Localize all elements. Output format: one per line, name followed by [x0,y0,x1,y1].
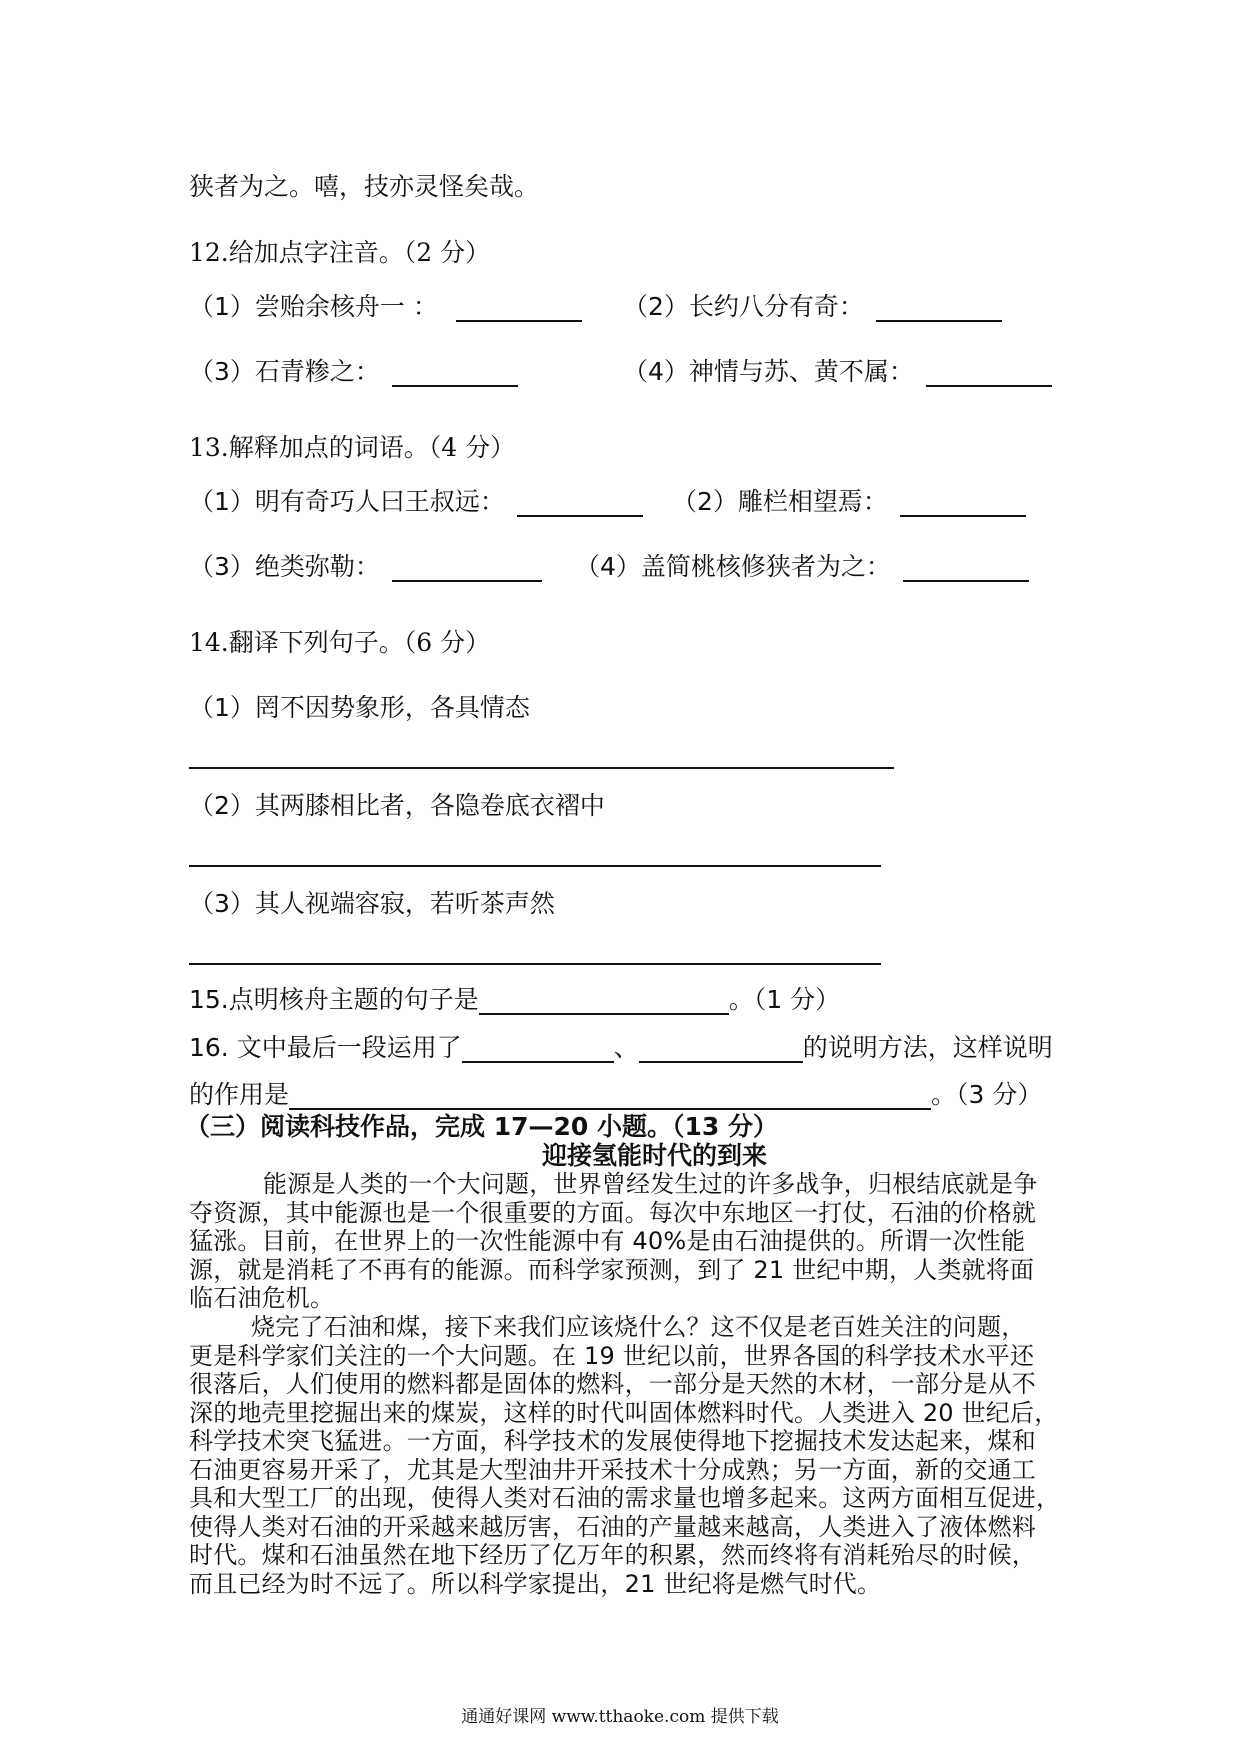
q12-item-2-blank[interactable] [876,296,1002,322]
q13-item-1-blank[interactable] [517,491,643,517]
q12-item-2-num: （2） [623,292,689,321]
q13-item-1 [189,487,643,517]
q14-item-2-num: （2） [189,791,255,820]
q13-item-4-blank[interactable] [903,556,1029,582]
q16-points: 。（3 分） [931,1080,1043,1109]
q15 [189,985,840,1015]
article-p2-line: 使得人类对石油的开采越来越厉害，石油的产量越来越高，人类进入了液体燃料 [189,1512,1036,1541]
q15-prompt: 15.点明核舟主题的句子是 [189,985,479,1014]
q12-item-3-text: 石青糁之： [254,357,380,386]
q14-item-2-text: 其两膝相比者，各隐卷底衣褶中 [254,791,605,820]
q12-item-1-text: （1）尝贻余核舟一 ： [189,292,438,321]
q13-item-1-text: 明有奇巧人曰王叔远： [254,487,505,516]
article-p2-line: 时代。煤和石油虽然在地下经历了亿万年的积累，然而终将有消耗殆尽的时候， [189,1541,1036,1569]
q12-item-4-text: 神情与苏、黄不属： [688,357,914,386]
q13-item-2-blank[interactable] [900,491,1026,517]
q14-answer-line-3[interactable] [189,963,881,965]
q15-blank[interactable] [479,989,729,1015]
q12-item-3-num: （3） [189,357,255,386]
q12-item-3-blank[interactable] [392,361,518,387]
q14-item-3-num: （3） [189,889,255,918]
q13-item-4-num: （4） [575,552,641,581]
q16-blank-1[interactable] [462,1037,614,1063]
q14-item-3 [189,889,555,919]
q13-item-3 [189,552,542,582]
article-p1-line: 猛涨。目前，在世界上的一次性能源中有 40%是由石油提供的。所谓一次性能 [189,1227,1026,1255]
q14-item-1 [189,693,530,723]
article-paragraph-2 [189,1313,1061,1598]
article-p1-line: 能源是人类的一个大问题，世界曾经发生过的许多战争，归根结底就是争 [263,1170,1038,1198]
q12-item-3 [189,357,518,387]
article-p2-line: 具和大型工厂的出现，使得人类对石油的需求量也增多起来。这两方面相互促进， [189,1484,1061,1512]
q13-item-2-text: 雕栏相望焉： [737,487,888,516]
section3-heading: （三）阅读科技作品，完成 17—20 小题。（13 分） [185,1112,778,1141]
q13-item-3-blank[interactable] [392,556,542,582]
q12-item-2 [623,292,1002,322]
continuation-line: 狭者为之。嘻，技亦灵怪矣哉。 [189,172,540,201]
q12-item-1-blank[interactable] [456,296,582,322]
q16-separator: 、 [613,1033,639,1062]
q12-item-4-num: （4） [623,357,689,386]
article-p2-line: 石油更容易开采了，尤其是大型油井开采技术十分成熟；另一方面，新的交通工 [189,1455,1036,1484]
q13-item-4 [575,552,1029,582]
q16-prompt: 16. 文中最后一段运用了 [189,1033,462,1062]
q16-blank-2[interactable] [639,1037,803,1063]
q14-heading: 14.翻译下列句子。（6 分） [189,628,491,657]
article-p1-line: 夺资源，其中能源也是一个很重要的方面。每次中东地区一打仗，石油的价格就 [189,1198,1036,1227]
q16-line-2 [189,1080,1042,1110]
article-paragraph-1 [189,1170,1061,1313]
q14-item-3-text: 其人视端容寂，若听茶声然 [254,889,555,918]
article-p2-line: 很落后，人们使用的燃料都是固体的燃料，一部分是天然的木材，一部分是从不 [189,1370,1036,1398]
q13-item-2-num: （2） [672,487,738,516]
q14-answer-line-2[interactable] [189,865,881,867]
article-p1-line: 源，就是消耗了不再有的能源。而科学家预测，到了 21 世纪中期，人类就将面 [189,1255,1035,1284]
q12-item-2-text: 长约八分有奇： [688,292,864,321]
q14-answer-line-1[interactable] [189,767,894,769]
q13-item-4-text: 盖简桃核修狭者为之： [640,552,891,581]
q13-item-3-text: 绝类弥勒： [254,552,380,581]
article-p2-line: 科学技术突飞猛进。一方面，科学技术的发展使得地下挖掘技术发达起来，煤和 [189,1427,1036,1455]
article-p2-line: 更是科学家们关注的一个大问题。在 19 世纪以前，世界各国的科学技术水平还 [189,1341,1035,1370]
q12-item-4-blank[interactable] [926,361,1052,387]
article-p1-line: 临石油危机。 [189,1284,335,1312]
q16-line-1 [189,1033,1053,1063]
q16-blank-3[interactable] [289,1084,931,1110]
article-p2-line: 烧完了石油和煤，接下来我们应该烧什么？这不仅是老百姓关注的问题， [251,1313,1026,1341]
article-p2-line: 而且已经为时不远了。所以科学家提出，21 世纪将是燃气时代。 [189,1569,882,1598]
q13-item-3-num: （3） [189,552,255,581]
q16-prompt-2: 的作用是 [189,1080,290,1109]
q15-points: 。（1 分） [728,985,841,1014]
q12-item-1 [189,292,582,322]
q13-heading: 13.解释加点的词语。（4 分） [189,433,516,462]
q14-item-1-text: 罔不因势象形，各具情态 [254,693,530,722]
article-title: 迎接氢能时代的到来 [542,1141,768,1170]
q14-item-2 [189,791,605,821]
q12-item-4 [623,357,1052,387]
page-footer: 通通好课网 www.tthaoke.com 提供下载 [461,1707,779,1727]
article-p2-line: 深的地壳里挖掘出来的煤炭，这样的时代叫固体燃料时代。人类进入 20 世纪后， [189,1398,1059,1427]
q13-item-1-num: （1） [189,487,255,516]
q16-prompt-mid: 的说明方法，这样说明 [802,1033,1053,1062]
q13-item-2 [672,487,1026,517]
q14-item-1-num: （1） [189,693,255,722]
q12-heading: 12.给加点字注音。（2 分） [189,238,491,267]
